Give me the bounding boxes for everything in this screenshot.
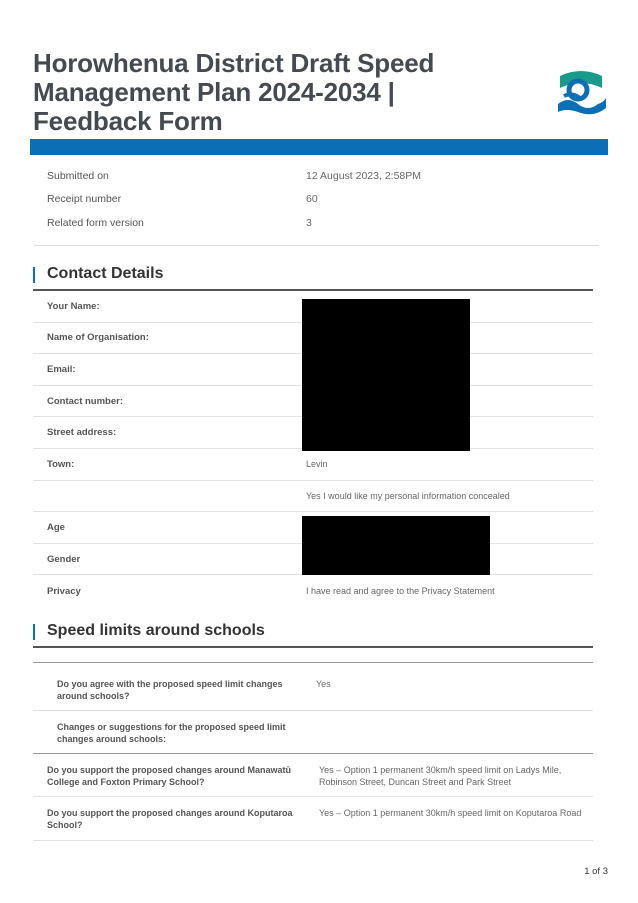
meta-value: 3: [306, 216, 312, 229]
field-label: Contact number:: [47, 395, 123, 407]
field-label: Email:: [47, 363, 76, 375]
meta-label: Related form version: [47, 216, 144, 229]
page-title: Horowhenua District Draft Speed Management Plan 2024-2034 | Feedback Form: [33, 48, 435, 136]
redaction-block: [302, 299, 470, 451]
field-value: I have read and agree to the Privacy Statement: [306, 586, 495, 597]
section-heading: [33, 622, 593, 648]
table-row: [33, 663, 593, 711]
field-label: Name of Organisation:: [47, 332, 149, 344]
answer-value: Yes: [316, 679, 331, 689]
submission-meta: [34, 164, 599, 246]
answer-value: [306, 721, 593, 753]
section-marker: [33, 267, 35, 283]
meta-label: Submitted on: [47, 169, 109, 182]
section-heading: [33, 265, 593, 291]
section-marker: [33, 624, 35, 640]
redaction-block: [302, 516, 490, 575]
meta-row: [34, 188, 599, 212]
meta-label: Receipt number: [47, 193, 122, 206]
field-value: Yes I would like my personal information concealed: [306, 490, 510, 501]
schools-section: [33, 622, 593, 841]
page-number: 1 of 3: [584, 866, 608, 877]
questions-table: [33, 662, 593, 841]
question-label: Do you agree with the proposed speed limit changes around schools?: [57, 679, 283, 701]
meta-value: 60: [306, 193, 318, 206]
answer-value: Yes – Option 1 permanent 30km/h speed limit on Koputaroa Road: [319, 808, 582, 818]
table-row: [33, 754, 593, 797]
table-row: [33, 575, 593, 607]
table-row: [33, 797, 593, 841]
field-label: Gender: [47, 553, 81, 565]
question-label: Do you support the proposed changes around Koputaroa School?: [47, 808, 293, 830]
field-value: Levin: [306, 459, 328, 470]
council-logo-icon: [554, 66, 608, 120]
question-label: Do you support the proposed changes around Manawatū College and Foxton Primary School?: [47, 765, 292, 787]
field-label: Street address:: [47, 427, 117, 439]
answer-value: Yes – Option 1 permanent 30km/h speed limit on Ladys Mile, Robinson Street, Duncan Street and Park Street: [319, 765, 562, 787]
meta-row: [34, 211, 599, 235]
section-title: Speed limits around schools: [47, 622, 265, 639]
table-row: [33, 481, 593, 513]
header-bar: [30, 139, 608, 155]
table-row: [33, 449, 593, 481]
question-label: Changes or suggestions for the proposed speed limit changes around schools:: [57, 722, 286, 744]
section-title: Contact Details: [47, 265, 164, 282]
field-label: Age: [47, 521, 65, 533]
field-label: Your Name:: [47, 300, 100, 312]
table-row: [33, 711, 593, 754]
field-label: Town:: [47, 458, 75, 470]
meta-row: [34, 164, 599, 188]
meta-value: 12 August 2023, 2:58PM: [306, 169, 422, 182]
field-label: Privacy: [47, 585, 81, 597]
